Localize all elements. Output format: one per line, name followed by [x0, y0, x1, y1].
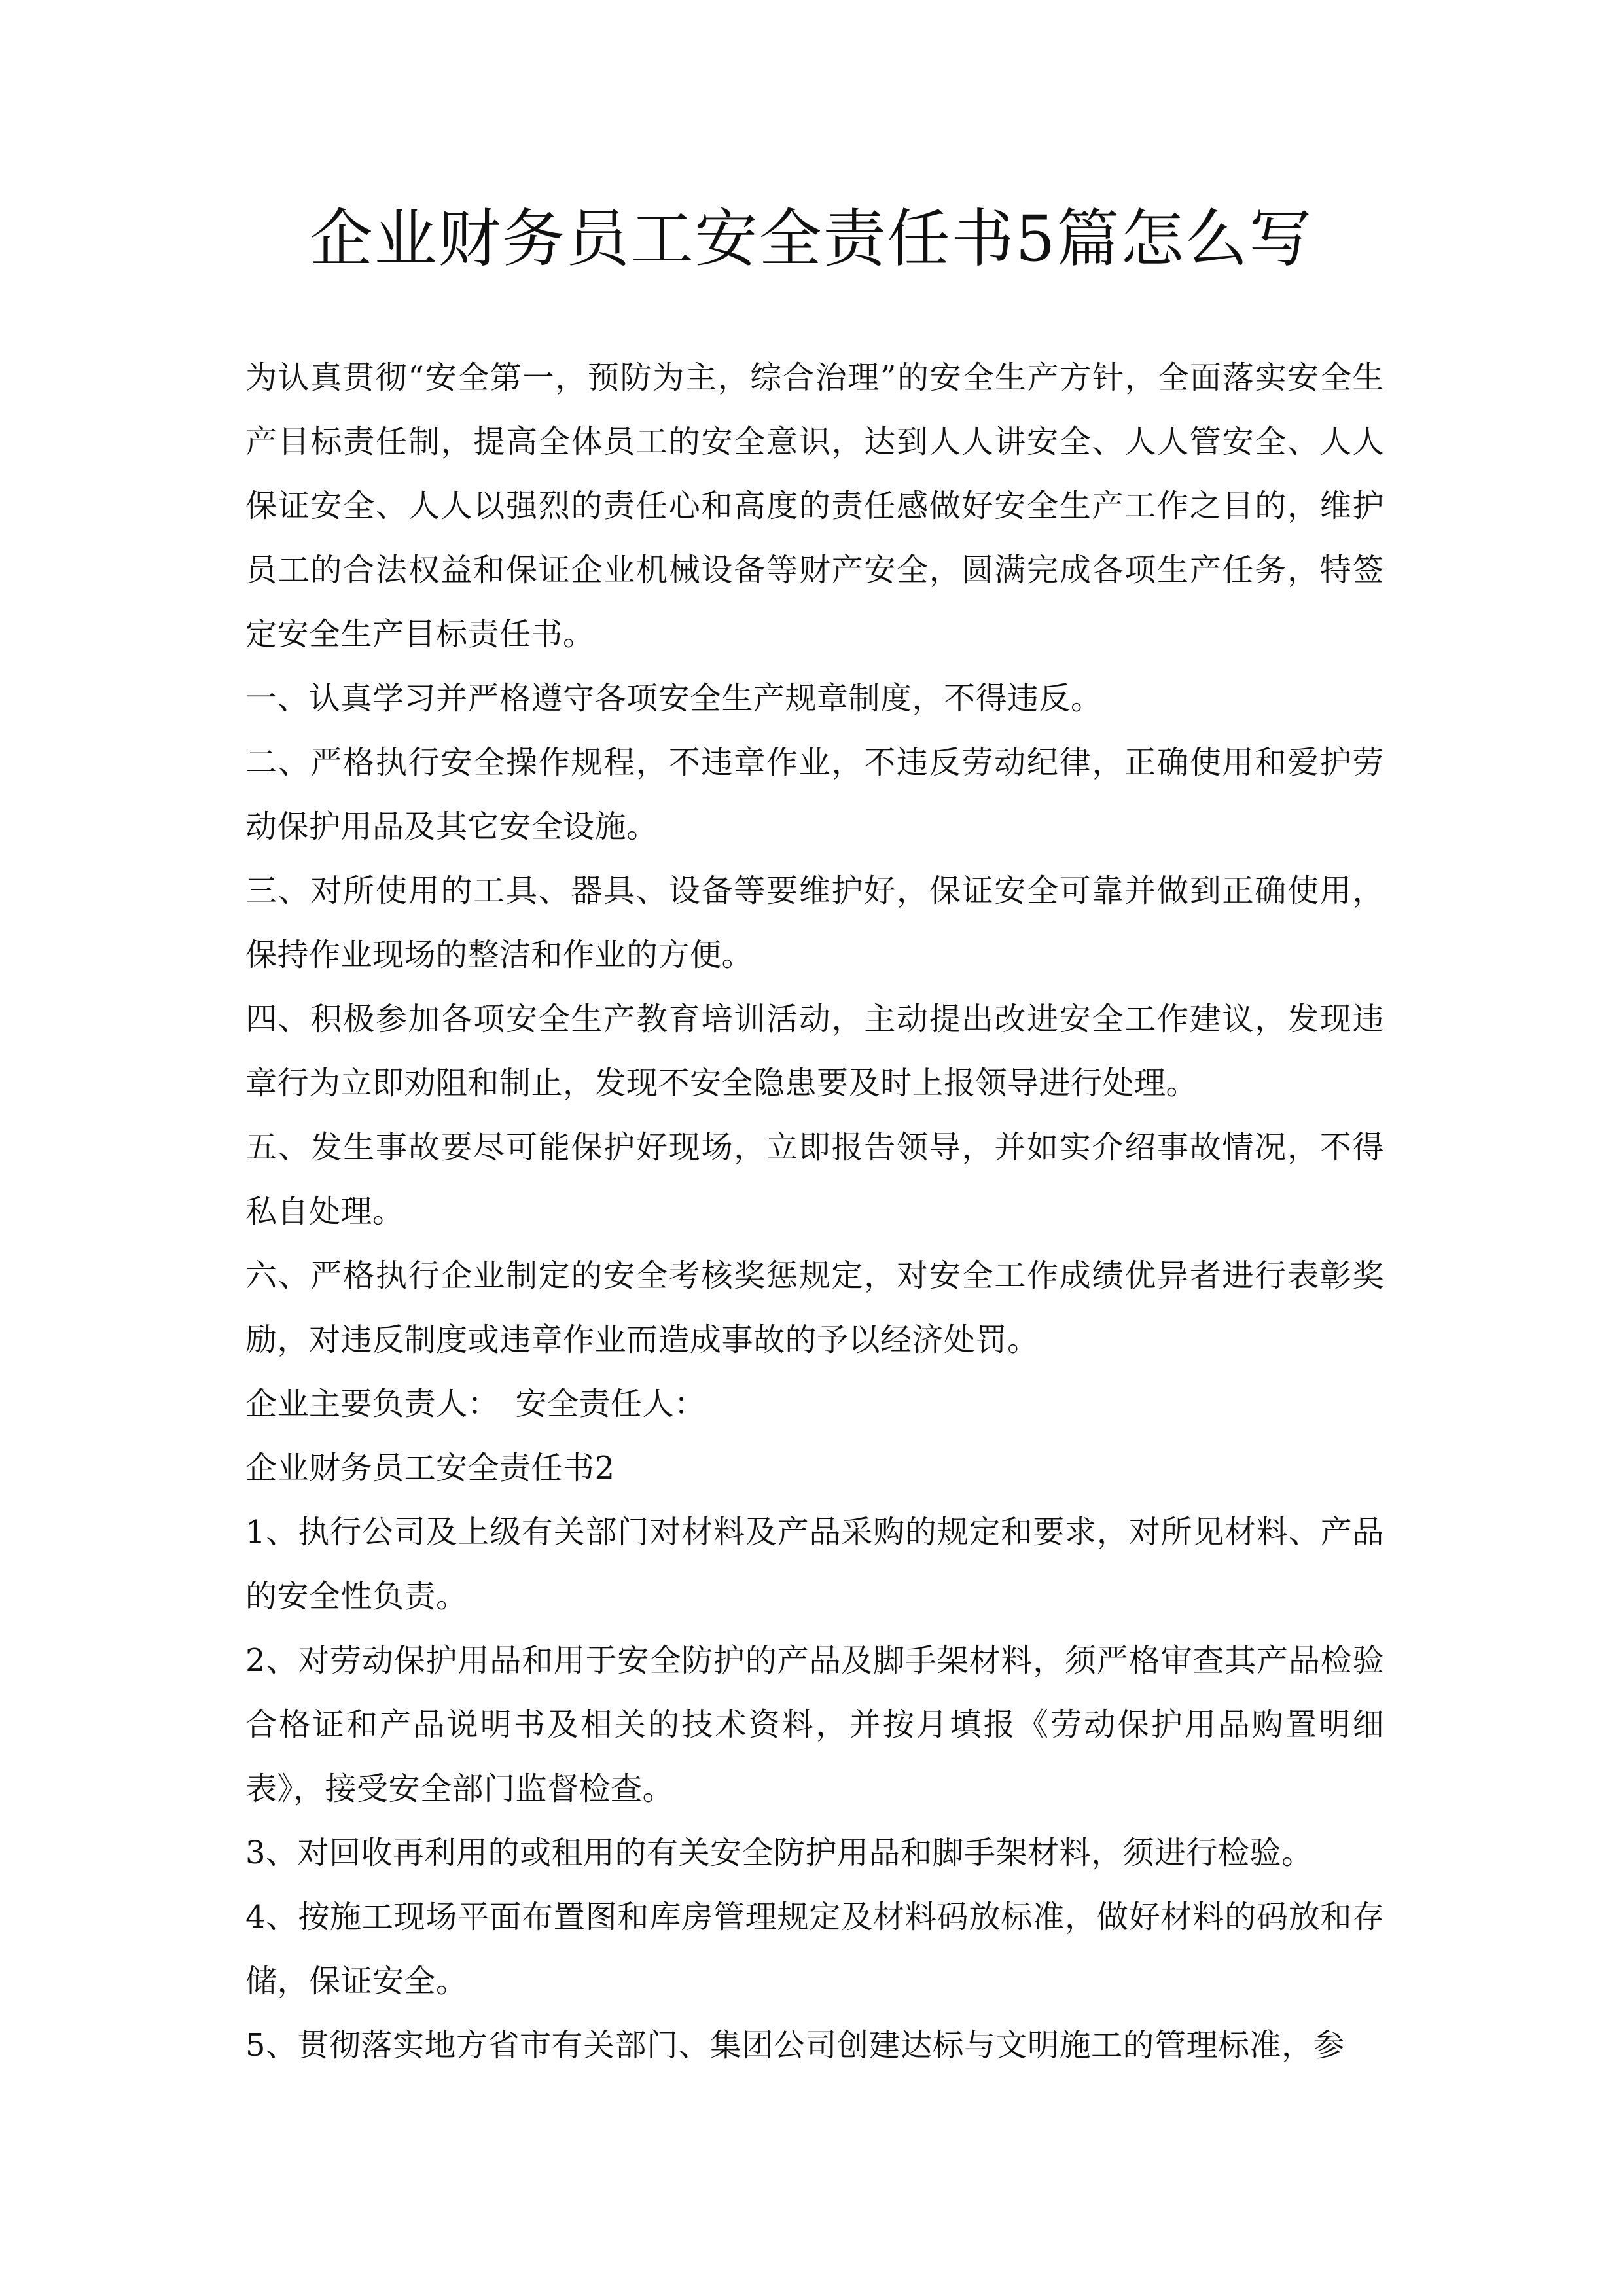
paragraph-item-5: 五、发生事故要尽可能保护好现场，立即报告领导，并如实介绍事故情况，不得私自处理。 — [245, 1129, 1384, 1230]
paragraph-section2-item-5: 5、贯彻落实地方省市有关部门、集团公司创建达标与文明施工的管理标准，参 — [245, 2027, 1346, 2064]
document-title: 企业财务员工安全责任书5篇怎么写 — [310, 202, 1313, 276]
paragraph-item-4: 四、积极参加各项安全生产教育培训活动，主动提出改进安全工作建议，发现违章行为立即劝阻和制止，发现不安全隐患要及时上报领导进行处理。 — [245, 1001, 1384, 1102]
section-heading-2: 企业财务员工安全责任书2 — [245, 1450, 615, 1486]
paragraph-section2-item-2: 2、对劳动保护用品和用于安全防护的产品及脚手架材料，须严格审查其产品检验合格证和产品说明书及相关的技术资料，并按月填报《劳动保护用品购置明细表》，接受安全部门监督检查。 — [245, 1642, 1384, 1807]
paragraph-section2-item-1: 1、执行公司及上级有关部门对材料及产品采购的规定和要求，对所见材料、产品的安全性负责。 — [245, 1514, 1384, 1615]
document-body — [245, 346, 1384, 2077]
paragraph-item-6: 六、严格执行企业制定的安全考核奖惩规定，对安全工作成绩优异者进行表彰奖励，对违反制度或违章作业而造成事故的予以经济处罚。 — [245, 1257, 1384, 1358]
paragraph-item-3: 三、对所使用的工具、器具、设备等要维护好，保证安全可靠并做到正确使用，保持作业现场的整洁和作业的方便。 — [245, 872, 1384, 973]
paragraph-intro: 为认真贯彻“安全第一，预防为主，综合治理”的安全生产方针，全面落实安全生产目标责任制，提高全体员工的安全意识，达到人人讲安全、人人管安全、人人保证安全、人人以强烈的责任心和高度的责任感做好安全生产工作之目的，维护员工的合法权益和保证企业机械设备等财产安全，圆满完成各项生产任务，特签定安全生产目标责任书。 — [245, 359, 1384, 653]
signature-line: 企业主要负责人： 安全责任人： — [245, 1386, 706, 1422]
paragraph-item-2: 二、严格执行安全操作规程，不违章作业，不违反劳动纪律，正确使用和爱护劳动保护用品及其它安全设施。 — [245, 744, 1384, 845]
paragraph-item-1: 一、认真学习并严格遵守各项安全生产规章制度，不得违反。 — [245, 680, 1103, 717]
paragraph-section2-item-4: 4、按施工现场平面布置图和库房管理规定及材料码放标准，做好材料的码放和存储，保证安全。 — [245, 1899, 1384, 2000]
paragraph-section2-item-3: 3、对回收再利用的或租用的有关安全防护用品和脚手架材料，须进行检验。 — [245, 1835, 1313, 1871]
